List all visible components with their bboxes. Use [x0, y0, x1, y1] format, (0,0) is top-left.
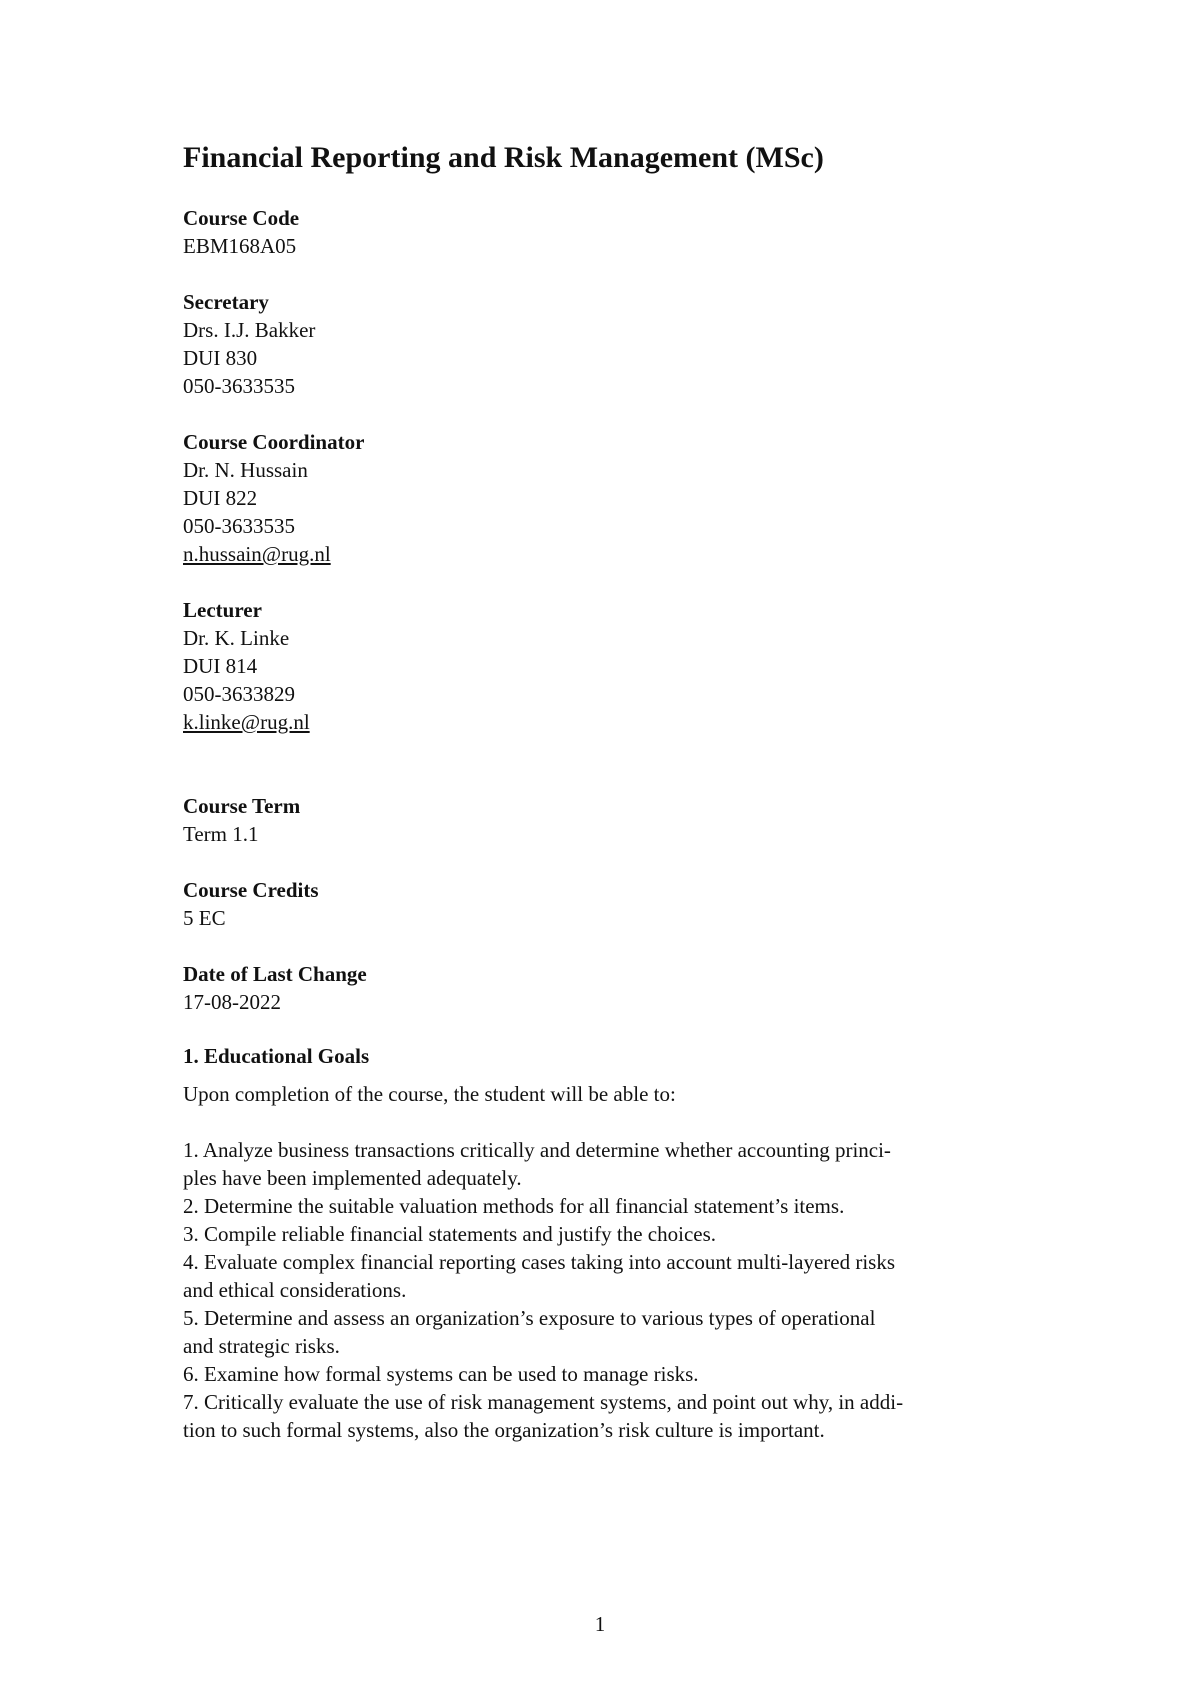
goal-item — [183, 1388, 1033, 1444]
last-change-value: 17-08-2022 — [183, 990, 281, 1014]
goals-intro: Upon completion of the course, the student will be able to: — [183, 1082, 676, 1106]
goal-line: 1. Analyze business transactions critically and determine whether accounting princi- — [183, 1138, 891, 1162]
goal-line: 4. Evaluate complex financial reporting cases taking into account multi-layered risks — [183, 1250, 896, 1274]
goal-line: 3. Compile reliable financial statements and justify the choices. — [183, 1222, 717, 1246]
coordinator-label: Course Coordinator — [183, 430, 365, 454]
coordinator-room: DUI 822 — [183, 486, 258, 510]
secretary-section — [183, 288, 1033, 400]
goal-line: and strategic risks. — [183, 1334, 340, 1358]
secretary-name: Drs. I.J. Bakker — [183, 318, 316, 342]
lecturer-name: Dr. K. Linke — [183, 626, 290, 650]
secretary-phone: 050-3633535 — [183, 374, 295, 398]
coordinator-phone: 050-3633535 — [183, 514, 295, 538]
credits-section — [183, 876, 1033, 932]
goal-item — [183, 1220, 1033, 1248]
last-change-label: Date of Last Change — [183, 962, 367, 986]
goal-line: ples have been implemented adequately. — [183, 1166, 522, 1190]
course-code-label: Course Code — [183, 206, 300, 230]
goal-line: tion to such formal systems, also the organization’s risk culture is important. — [183, 1418, 825, 1442]
goal-item — [183, 1248, 1033, 1304]
lecturer-label: Lecturer — [183, 598, 262, 622]
goal-line: 5. Determine and assess an organization’s exposure to various types of operational — [183, 1306, 876, 1330]
term-label: Course Term — [183, 794, 301, 818]
coordinator-name: Dr. N. Hussain — [183, 458, 308, 482]
credits-value: 5 EC — [183, 906, 226, 930]
goals-heading: 1. Educational Goals — [183, 1044, 370, 1068]
goal-line: 2. Determine the suitable valuation methods for all financial statement’s items. — [183, 1194, 845, 1218]
term-value: Term 1.1 — [183, 822, 259, 846]
secretary-room: DUI 830 — [183, 346, 258, 370]
goal-item — [183, 1192, 1033, 1220]
lecturer-email-link[interactable]: k.linke@rug.nl — [183, 710, 310, 734]
lecturer-room: DUI 814 — [183, 654, 258, 678]
credits-label: Course Credits — [183, 878, 319, 902]
goal-item — [183, 1136, 1033, 1192]
goals-list — [183, 1136, 1033, 1444]
coordinator-section — [183, 428, 1033, 568]
goal-line: 6. Examine how formal systems can be used to manage risks. — [183, 1362, 699, 1386]
lecturer-phone: 050-3633829 — [183, 682, 295, 706]
page-title: Financial Reporting and Risk Management (MSc) — [183, 141, 824, 174]
lecturer-section — [183, 596, 1033, 736]
page-number: 1 — [594, 1612, 606, 1636]
last-change-section — [183, 960, 1033, 1016]
course-code-section — [183, 204, 1033, 260]
goal-line: 7. Critically evaluate the use of risk management systems, and point out why, in addi- — [183, 1390, 904, 1414]
secretary-label: Secretary — [183, 290, 269, 314]
goal-item — [183, 1304, 1033, 1360]
course-code-value: EBM168A05 — [183, 234, 297, 258]
goal-line: and ethical considerations. — [183, 1278, 407, 1302]
goal-item — [183, 1360, 1033, 1388]
term-section — [183, 792, 1033, 848]
document-page — [183, 138, 1033, 1444]
coordinator-email-link[interactable]: n.hussain@rug.nl — [183, 542, 331, 566]
